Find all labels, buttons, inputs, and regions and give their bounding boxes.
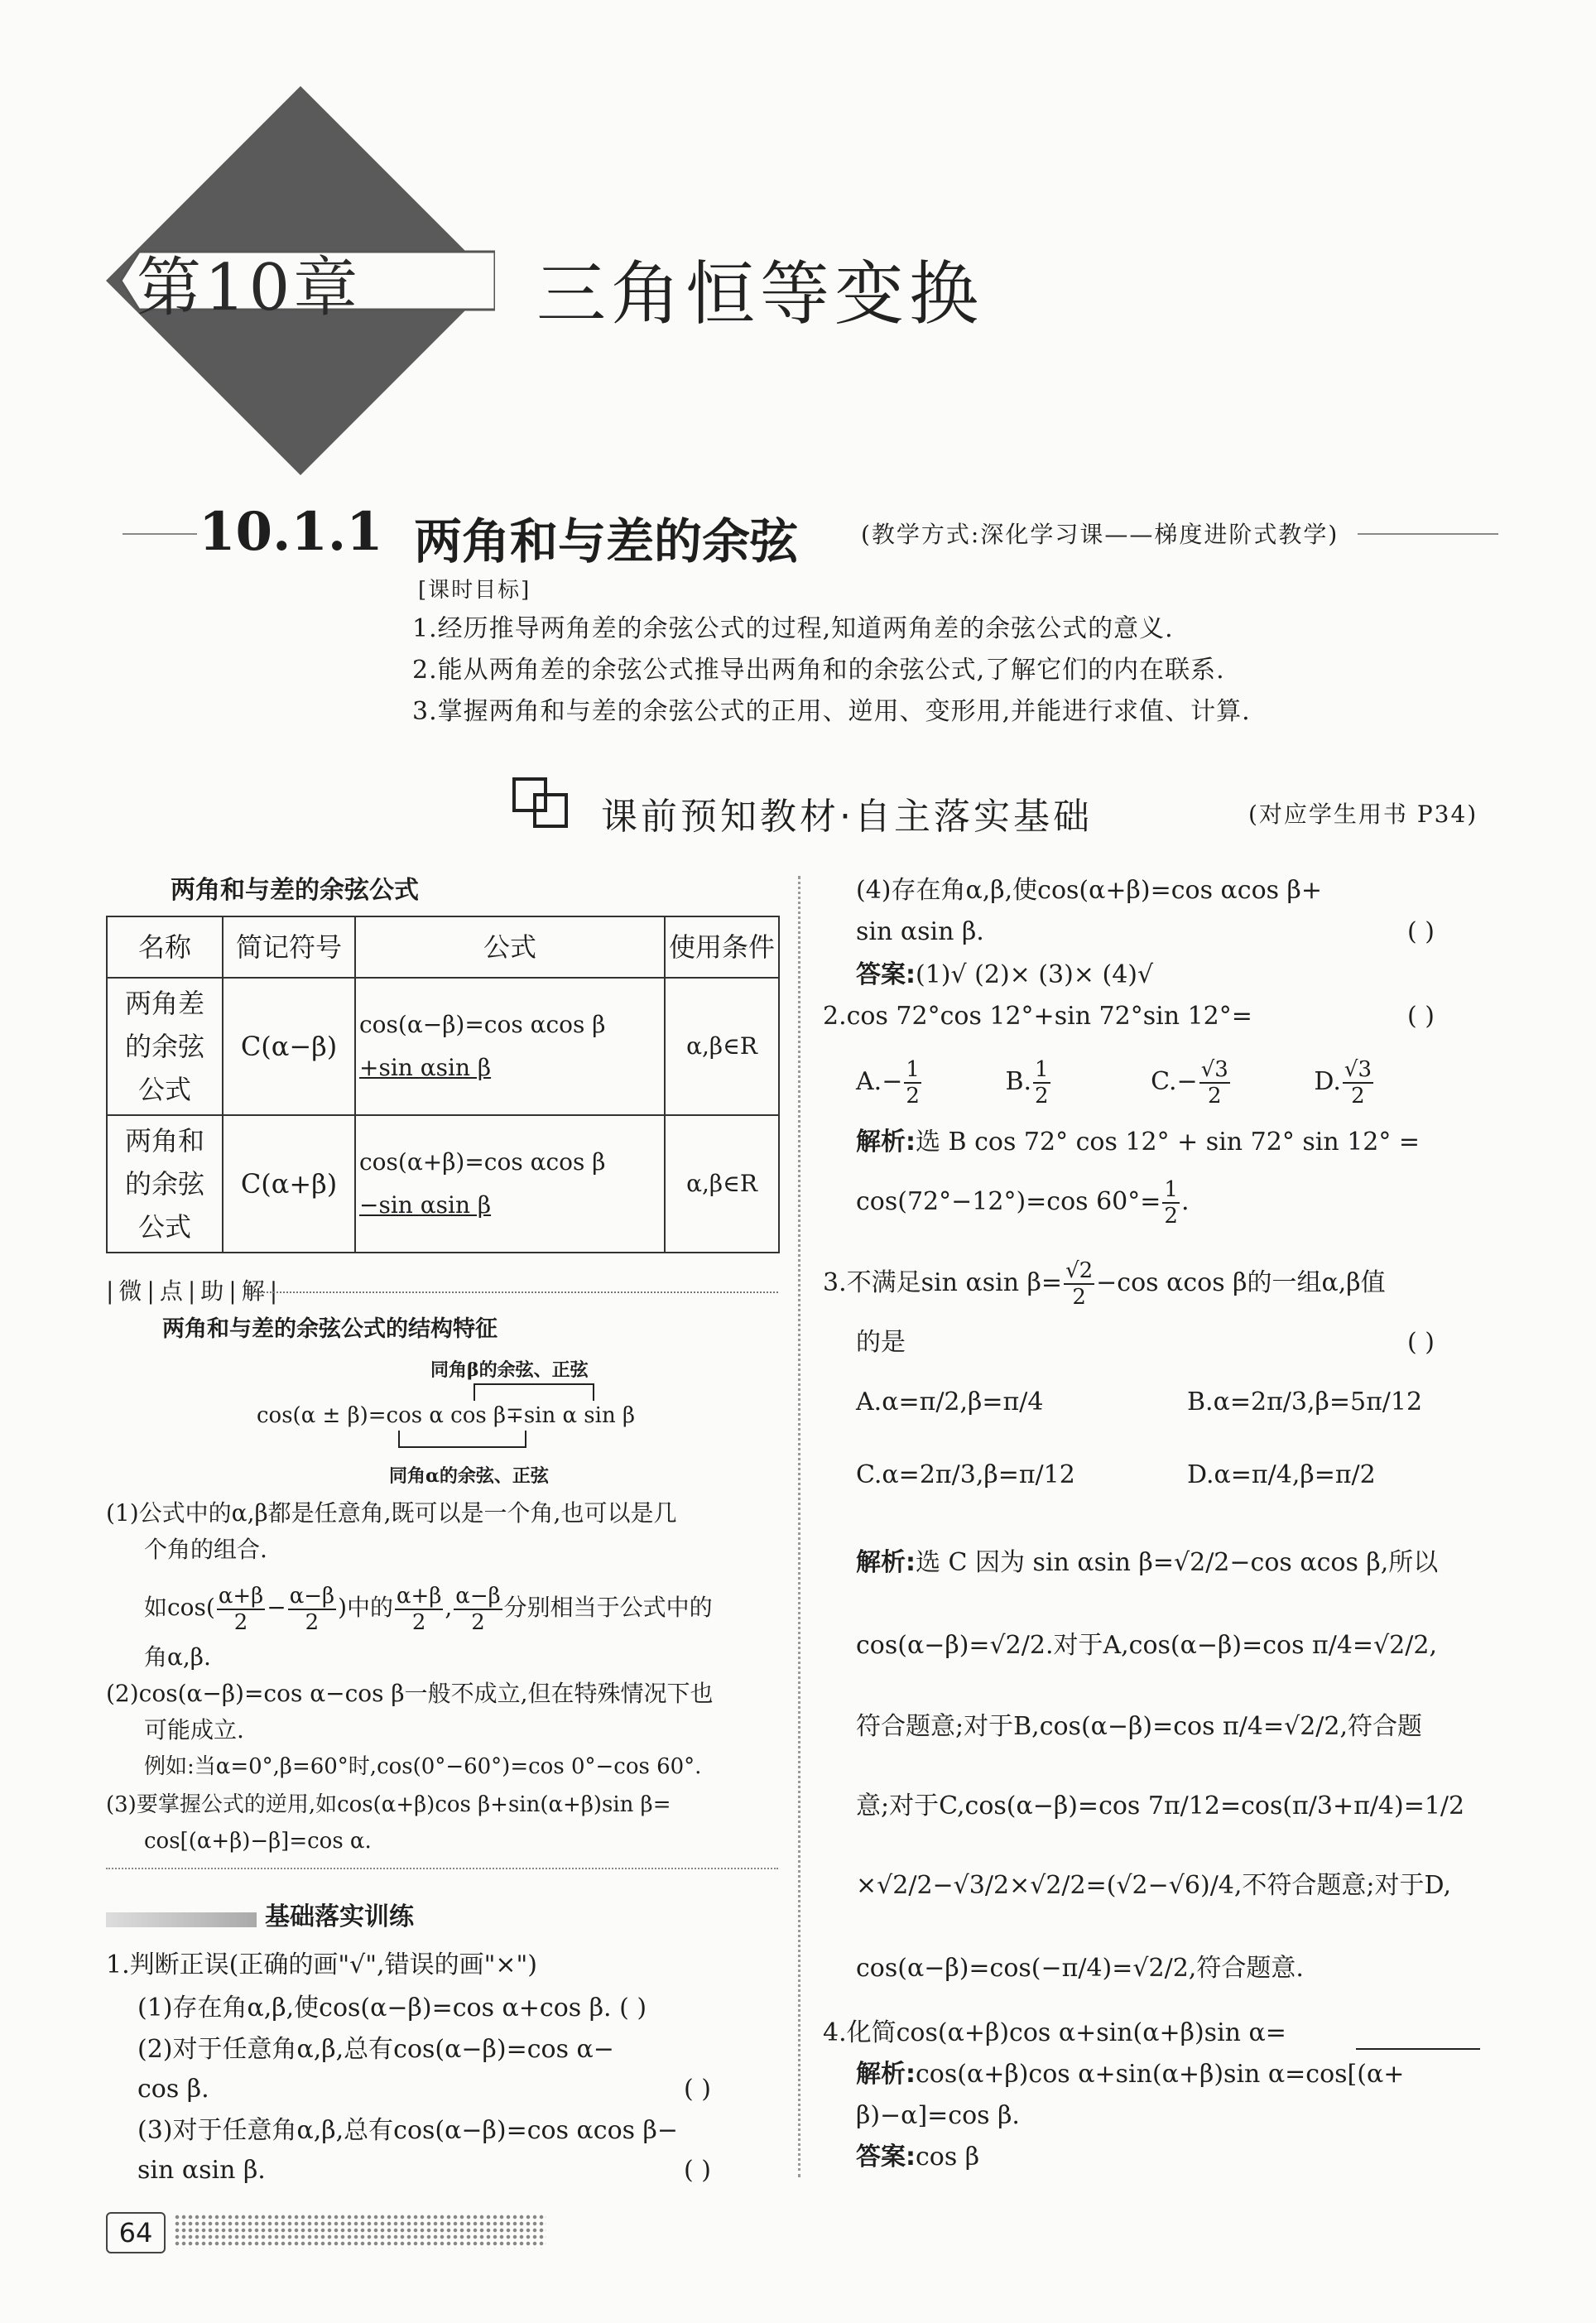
question-text: 3.不满足sin αsin β= [823, 1268, 1063, 1297]
question-1-item: (1)存在角α,β,使cos(α−β)=cos α+cos β. ( ) [137, 1994, 647, 2022]
cell-formula [355, 978, 665, 1115]
table-row [107, 1115, 779, 1253]
teaching-method: (教学方式:深化学习课——梯度进阶式教学) [861, 521, 1339, 548]
training-title: 基础落实训练 [265, 1902, 414, 1931]
page-dots-decoration [174, 2214, 546, 2248]
note-text: 如cos( [144, 1594, 215, 1621]
answer-line [856, 957, 1153, 993]
question-1-item: sin αsin β. [856, 917, 984, 946]
solution-label: 解析: [856, 1128, 916, 1157]
cell-text: 公式 [137, 1074, 191, 1105]
note-text: − [267, 1594, 286, 1621]
solution-line: ×√2/2−√3/2×√2/2=(√2−√6)/4,不符合题意;对于D, [856, 1871, 1452, 1900]
note-text: , [445, 1594, 453, 1621]
fraction: $\frac{1}{2}$ [906, 1057, 920, 1109]
question-1-item: sin αsin β. [137, 2156, 266, 2185]
note-line: (1)公式中的α,β都是任意角,既可以是一个角,也可以是几 [106, 1499, 677, 1527]
section-rule-right [1358, 533, 1498, 535]
structure-formula: cos(α ± β)=cos α cos β∓sin α sin β [257, 1403, 636, 1428]
cell-text: 两角和 [124, 1125, 204, 1157]
question-1-item: (4)存在角α,β,使cos(α+β)=cos αcos β+ [856, 876, 1323, 905]
question-2: 2.cos 72°cos 12°+sin 72°sin 12°= [823, 1002, 1252, 1031]
question-2-options [856, 1053, 1375, 1111]
goal-item: 3.掌握两角和与差的余弦公式的正用、逆用、变形用,并能进行求值、计算. [412, 697, 1251, 726]
fraction: $\frac{√3}{2}$ [1200, 1057, 1228, 1109]
answer-paren: ( ) [1407, 1328, 1435, 1357]
column-divider [798, 876, 800, 2177]
solution-text: 选 C 因为 sin αsin β=√2/2−cos αcos β,所以 [916, 1548, 1439, 1577]
solution-line: cos(α−β)=cos(−π/4)=√2/2,符合题意. [856, 1954, 1304, 1983]
solution-line: 符合题意;对于B,cos(α−β)=cos π/4=√2/2,符合题 [856, 1712, 1423, 1741]
cell-text: cos(α−β)=cos αcos β [359, 1011, 606, 1038]
section-title: 两角和与差的余弦 [414, 513, 799, 570]
answer-text: cos β [916, 2143, 980, 2172]
cell-text: 的余弦 [124, 1031, 204, 1062]
option-label: B. [1005, 1067, 1032, 1096]
banner-reference: (对应学生用书 P34) [1248, 801, 1478, 828]
option: B.α=2π/3,β=5π/12 [1187, 1388, 1423, 1416]
chapter-title: 三角恒等变换 [536, 253, 984, 334]
note-text: 分别相当于公式中的 [503, 1594, 713, 1621]
question-3 [823, 1258, 1386, 1310]
answer-paren: ( ) [684, 2156, 711, 2185]
fraction-numerator: α−β [455, 1583, 501, 1609]
question-text: −cos αcos β的一组α,β值 [1096, 1268, 1386, 1297]
solution-text: cos(α+β)cos α+sin(α+β)sin α=cos[(α+ [916, 2060, 1405, 2089]
fraction: $\frac{1}{2}$ [1164, 1177, 1178, 1229]
diagram-bottom-label: 同角α的余弦、正弦 [389, 1465, 549, 1487]
note-text: )中的 [338, 1594, 393, 1621]
cell-text: cos(α+β)=cos αcos β [359, 1148, 606, 1176]
fraction: $\frac{√3}{2}$ [1344, 1057, 1372, 1109]
question-4: 4.化简cos(α+β)cos α+sin(α+β)sin α= [823, 2018, 1286, 2047]
cell-formula [355, 1115, 665, 1253]
answer-paren: ( ) [1407, 917, 1435, 946]
cell-text: 的余弦 [124, 1168, 204, 1200]
answer-blank [1356, 2048, 1480, 2050]
chapter-tag: 第10章 [137, 251, 362, 325]
solution-line [856, 1124, 1420, 1161]
question-1-item: (3)对于任意角α,β,总有cos(α−β)=cos αcos β− [137, 2116, 679, 2145]
fraction [395, 1584, 443, 1635]
cell-condition: α,β∈R [665, 978, 779, 1115]
tip-rule [257, 1291, 778, 1293]
solution-line [856, 2056, 1404, 2093]
fraction [217, 1584, 265, 1635]
fraction-denominator: 2 [305, 1609, 320, 1635]
fraction-denominator: 2 [233, 1609, 248, 1635]
option: D.α=π/4,β=π/2 [1187, 1460, 1376, 1489]
answer-paren: ( ) [1407, 1002, 1435, 1031]
note-line: 可能成立. [144, 1716, 244, 1743]
notes-end-rule [106, 1868, 778, 1869]
solution-label: 解析: [856, 1548, 916, 1577]
cell-name [107, 978, 223, 1115]
answer-text: (1)√ (2)× (3)× (4)√ [916, 960, 1154, 989]
fraction-denominator: 2 [471, 1609, 485, 1635]
fraction [288, 1584, 336, 1635]
page-number: 64 [106, 2212, 166, 2253]
solution-line [856, 1545, 1438, 1581]
option: A.α=π/2,β=π/4 [856, 1388, 1044, 1416]
note-line: 角α,β. [144, 1643, 211, 1671]
cell-text: −sin αsin β [359, 1191, 492, 1219]
fraction-numerator: α−β [289, 1583, 335, 1609]
banner-title: 课前预知教材·自主落实基础 [601, 796, 1093, 838]
solution-label: 解析: [856, 2060, 916, 2089]
goal-item: 2.能从两角差的余弦公式推导出两角和的余弦公式,了解它们的内在联系. [412, 656, 1225, 685]
cell-text: 公式 [137, 1211, 191, 1243]
note-line: cos[(α+β)−β]=cos α. [144, 1829, 372, 1854]
answer-line [856, 2139, 979, 2176]
option-label: A.− [856, 1067, 903, 1096]
note-line: (2)cos(α−β)=cos α−cos β一般不成立,但在特殊情况下也 [106, 1680, 714, 1707]
answer-paren: ( ) [684, 2075, 711, 2104]
table-header: 名称 [107, 916, 223, 978]
section-number: 10.1.1 [199, 501, 383, 563]
diagram-top-label: 同角β的余弦、正弦 [430, 1359, 589, 1381]
question-1: 1.判断正误(正确的画"√",错误的画"×") [106, 1950, 538, 1979]
fraction [454, 1584, 502, 1635]
goals-label: [课时目标] [418, 578, 531, 603]
solution-line: 意;对于C,cos(α−β)=cos 7π/12=cos(π/3+π/4)=1/2 [856, 1792, 1465, 1820]
table-row [107, 978, 779, 1115]
note-line: 个角的组合. [144, 1536, 267, 1563]
fraction-numerator: α+β [218, 1583, 264, 1609]
structure-title: 两角和与差的余弦公式的结构特征 [162, 1316, 498, 1342]
note-line: (3)要掌握公式的逆用,如cos(α+β)cos β+sin(α+β)sin β= [106, 1792, 671, 1817]
cell-text: 两角差 [124, 988, 204, 1019]
note-line: 例如:当α=0°,β=60°时,cos(0°−60°)=cos 0°−cos 60°. [144, 1754, 702, 1779]
table-header: 使用条件 [665, 916, 779, 978]
option-label: D. [1314, 1067, 1341, 1096]
cell-condition: α,β∈R [665, 1115, 779, 1253]
option: C.α=2π/3,β=π/12 [856, 1460, 1075, 1489]
option-label: C.− [1151, 1067, 1198, 1096]
cell-name [107, 1115, 223, 1253]
answer-label: 答案: [856, 960, 916, 989]
solution-line: cos(α−β)=√2/2.对于A,cos(α−β)=cos π/4=√2/2, [856, 1631, 1437, 1660]
training-bar [106, 1912, 257, 1927]
question-3-cont: 的是 [856, 1328, 906, 1357]
overlapping-squares-icon [512, 777, 570, 830]
solution-text: 选 B cos 72° cos 12° + sin 72° sin 12° = [916, 1128, 1421, 1157]
fraction: $\frac{1}{2}$ [1035, 1057, 1049, 1109]
fraction: $\frac{√2}{2}$ [1065, 1258, 1094, 1310]
note-line-fractions [144, 1583, 713, 1635]
solution-line: β)−α]=cos β. [856, 2101, 1020, 2130]
fraction-denominator: 2 [411, 1609, 426, 1635]
cell-symbol: C(α+β) [223, 1115, 355, 1253]
tip-label: |微|点|助|解| [106, 1277, 283, 1305]
fraction-numerator: α+β [397, 1583, 442, 1609]
table-header: 简记符号 [223, 916, 355, 978]
goal-item: 1.经历推导两角差的余弦公式的过程,知道两角差的余弦公式的意义. [412, 614, 1174, 643]
section-rule-left [123, 533, 197, 535]
solution-text: cos(72°−12°)=cos 60°= [856, 1187, 1161, 1216]
cell-text: +sin αsin β [359, 1054, 492, 1081]
table-title: 两角和与差的余弦公式 [171, 876, 419, 905]
table-header: 公式 [355, 916, 665, 978]
question-1-item: cos β. [137, 2075, 209, 2104]
cell-symbol: C(α−β) [223, 978, 355, 1115]
formula-table [106, 916, 780, 1253]
question-1-item: (2)对于任意角α,β,总有cos(α−β)=cos α− [137, 2035, 614, 2064]
answer-label: 答案: [856, 2143, 916, 2172]
solution-line: cos(72°−12°)=cos 60°= $\frac{1}{2}$ . [856, 1177, 1190, 1229]
